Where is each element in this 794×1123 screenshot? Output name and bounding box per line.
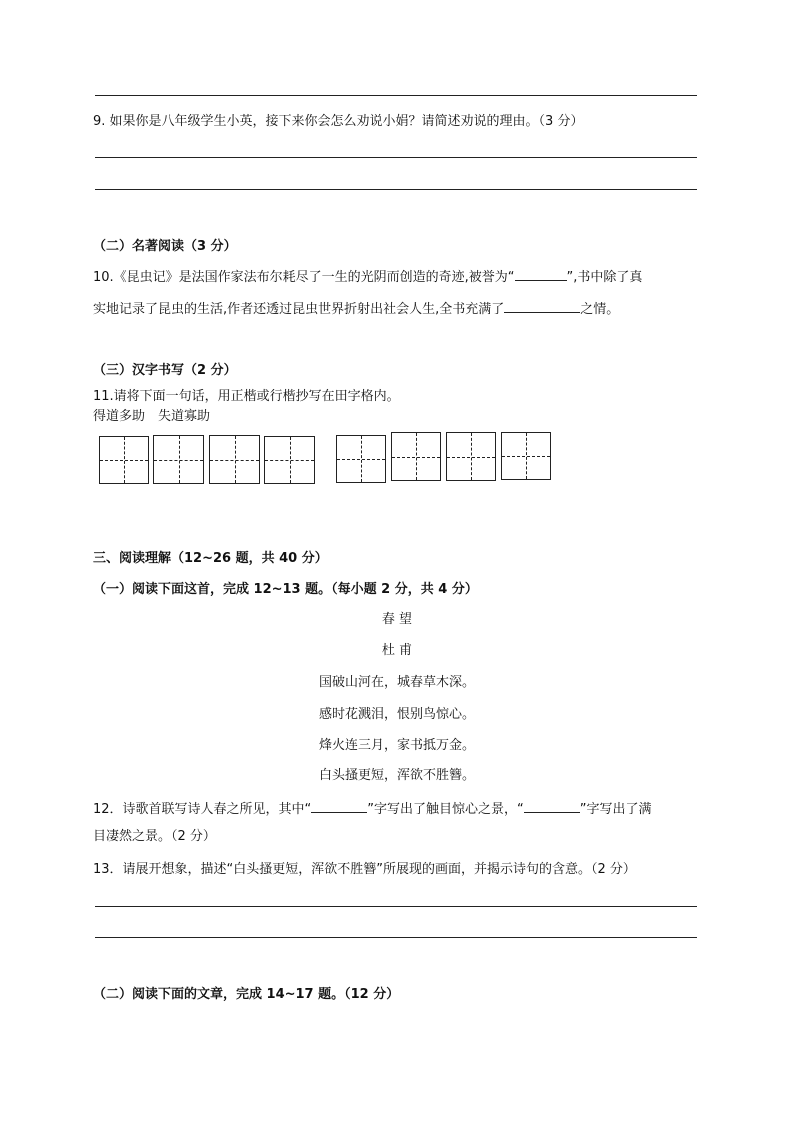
writing-grid-cell[interactable] — [209, 435, 260, 484]
poem-author: 杜 甫 — [381, 643, 413, 658]
question-13: 13．请展开想象，描述“白头搔更短，浑欲不胜簪”所展现的画面，并揭示诗句的含意。（2 分） — [93, 862, 636, 877]
answer-line — [95, 906, 697, 907]
answer-line — [95, 95, 697, 96]
writing-grid-cell[interactable] — [336, 435, 386, 483]
writing-grid-cell[interactable] — [446, 432, 496, 481]
question-10-line1 — [93, 267, 642, 287]
q10-prefix: 10.《昆虫记》是法国作家法布尔耗尽了一生的光阴而创造的奇迹,被誉为“ — [93, 270, 515, 285]
blank-field[interactable] — [311, 799, 367, 813]
writing-grid-cell[interactable] — [264, 436, 315, 484]
q12-prefix: 12．诗歌首联写诗人春之所见，其中“ — [93, 802, 312, 817]
section-heading-classics: （二）名著阅读（3 分） — [93, 239, 237, 254]
blank-field[interactable] — [515, 267, 567, 281]
blank-field[interactable] — [504, 299, 580, 313]
writing-grid-cell[interactable] — [99, 436, 149, 484]
blank-field[interactable] — [524, 799, 580, 813]
question-10-line2 — [93, 299, 619, 319]
subsection-heading-poem: （一）阅读下面这首，完成 12~13 题。（每小题 2 分，共 4 分） — [93, 582, 478, 597]
writing-grid-cell[interactable] — [501, 432, 551, 480]
q10-line2-suffix: 之情。 — [580, 302, 620, 317]
answer-line — [95, 157, 697, 158]
poem-line: 烽火连三月，家书抵万金。 — [318, 738, 475, 753]
section-heading-writing: （三）汉字书写（2 分） — [93, 363, 237, 378]
question-9: 9. 如果你是八年级学生小英，接下来你会怎么劝说小娟？请简述劝说的理由。（3 分） — [93, 114, 584, 129]
q10-mid: ”,书中除了真 — [566, 270, 643, 285]
q10-line2-prefix: 实地记录了昆虫的生活,作者还透过昆虫世界折射出社会人生,全书充满了 — [93, 302, 505, 317]
writing-grid-cell[interactable] — [153, 435, 204, 484]
q12-suffix: ”字写出了满 — [579, 802, 652, 817]
copy-phrase: 得道多助 失道寡助 — [93, 409, 211, 424]
writing-grid-cell[interactable] — [391, 432, 441, 481]
section-heading-reading: 三、阅读理解（12~26 题，共 40 分） — [93, 551, 328, 566]
poem-title: 春 望 — [381, 612, 413, 627]
poem-line: 国破山河在，城春草木深。 — [318, 675, 475, 690]
subsection-heading-article: （二）阅读下面的文章，完成 14~17 题。（12 分） — [93, 987, 400, 1002]
question-12-line2: 目凄然之景。（2 分） — [93, 829, 216, 844]
poem-line: 感时花溅泪，恨别鸟惊心。 — [318, 707, 475, 722]
answer-line — [95, 937, 697, 938]
q12-mid: ”字写出了触目惊心之景，“ — [367, 802, 524, 817]
question-12-line1 — [93, 799, 652, 819]
poem-line: 白头搔更短，浑欲不胜簪。 — [318, 768, 475, 783]
question-11: 11.请将下面一句话，用正楷或行楷抄写在田字格内。 — [93, 389, 400, 404]
answer-line — [95, 189, 697, 190]
